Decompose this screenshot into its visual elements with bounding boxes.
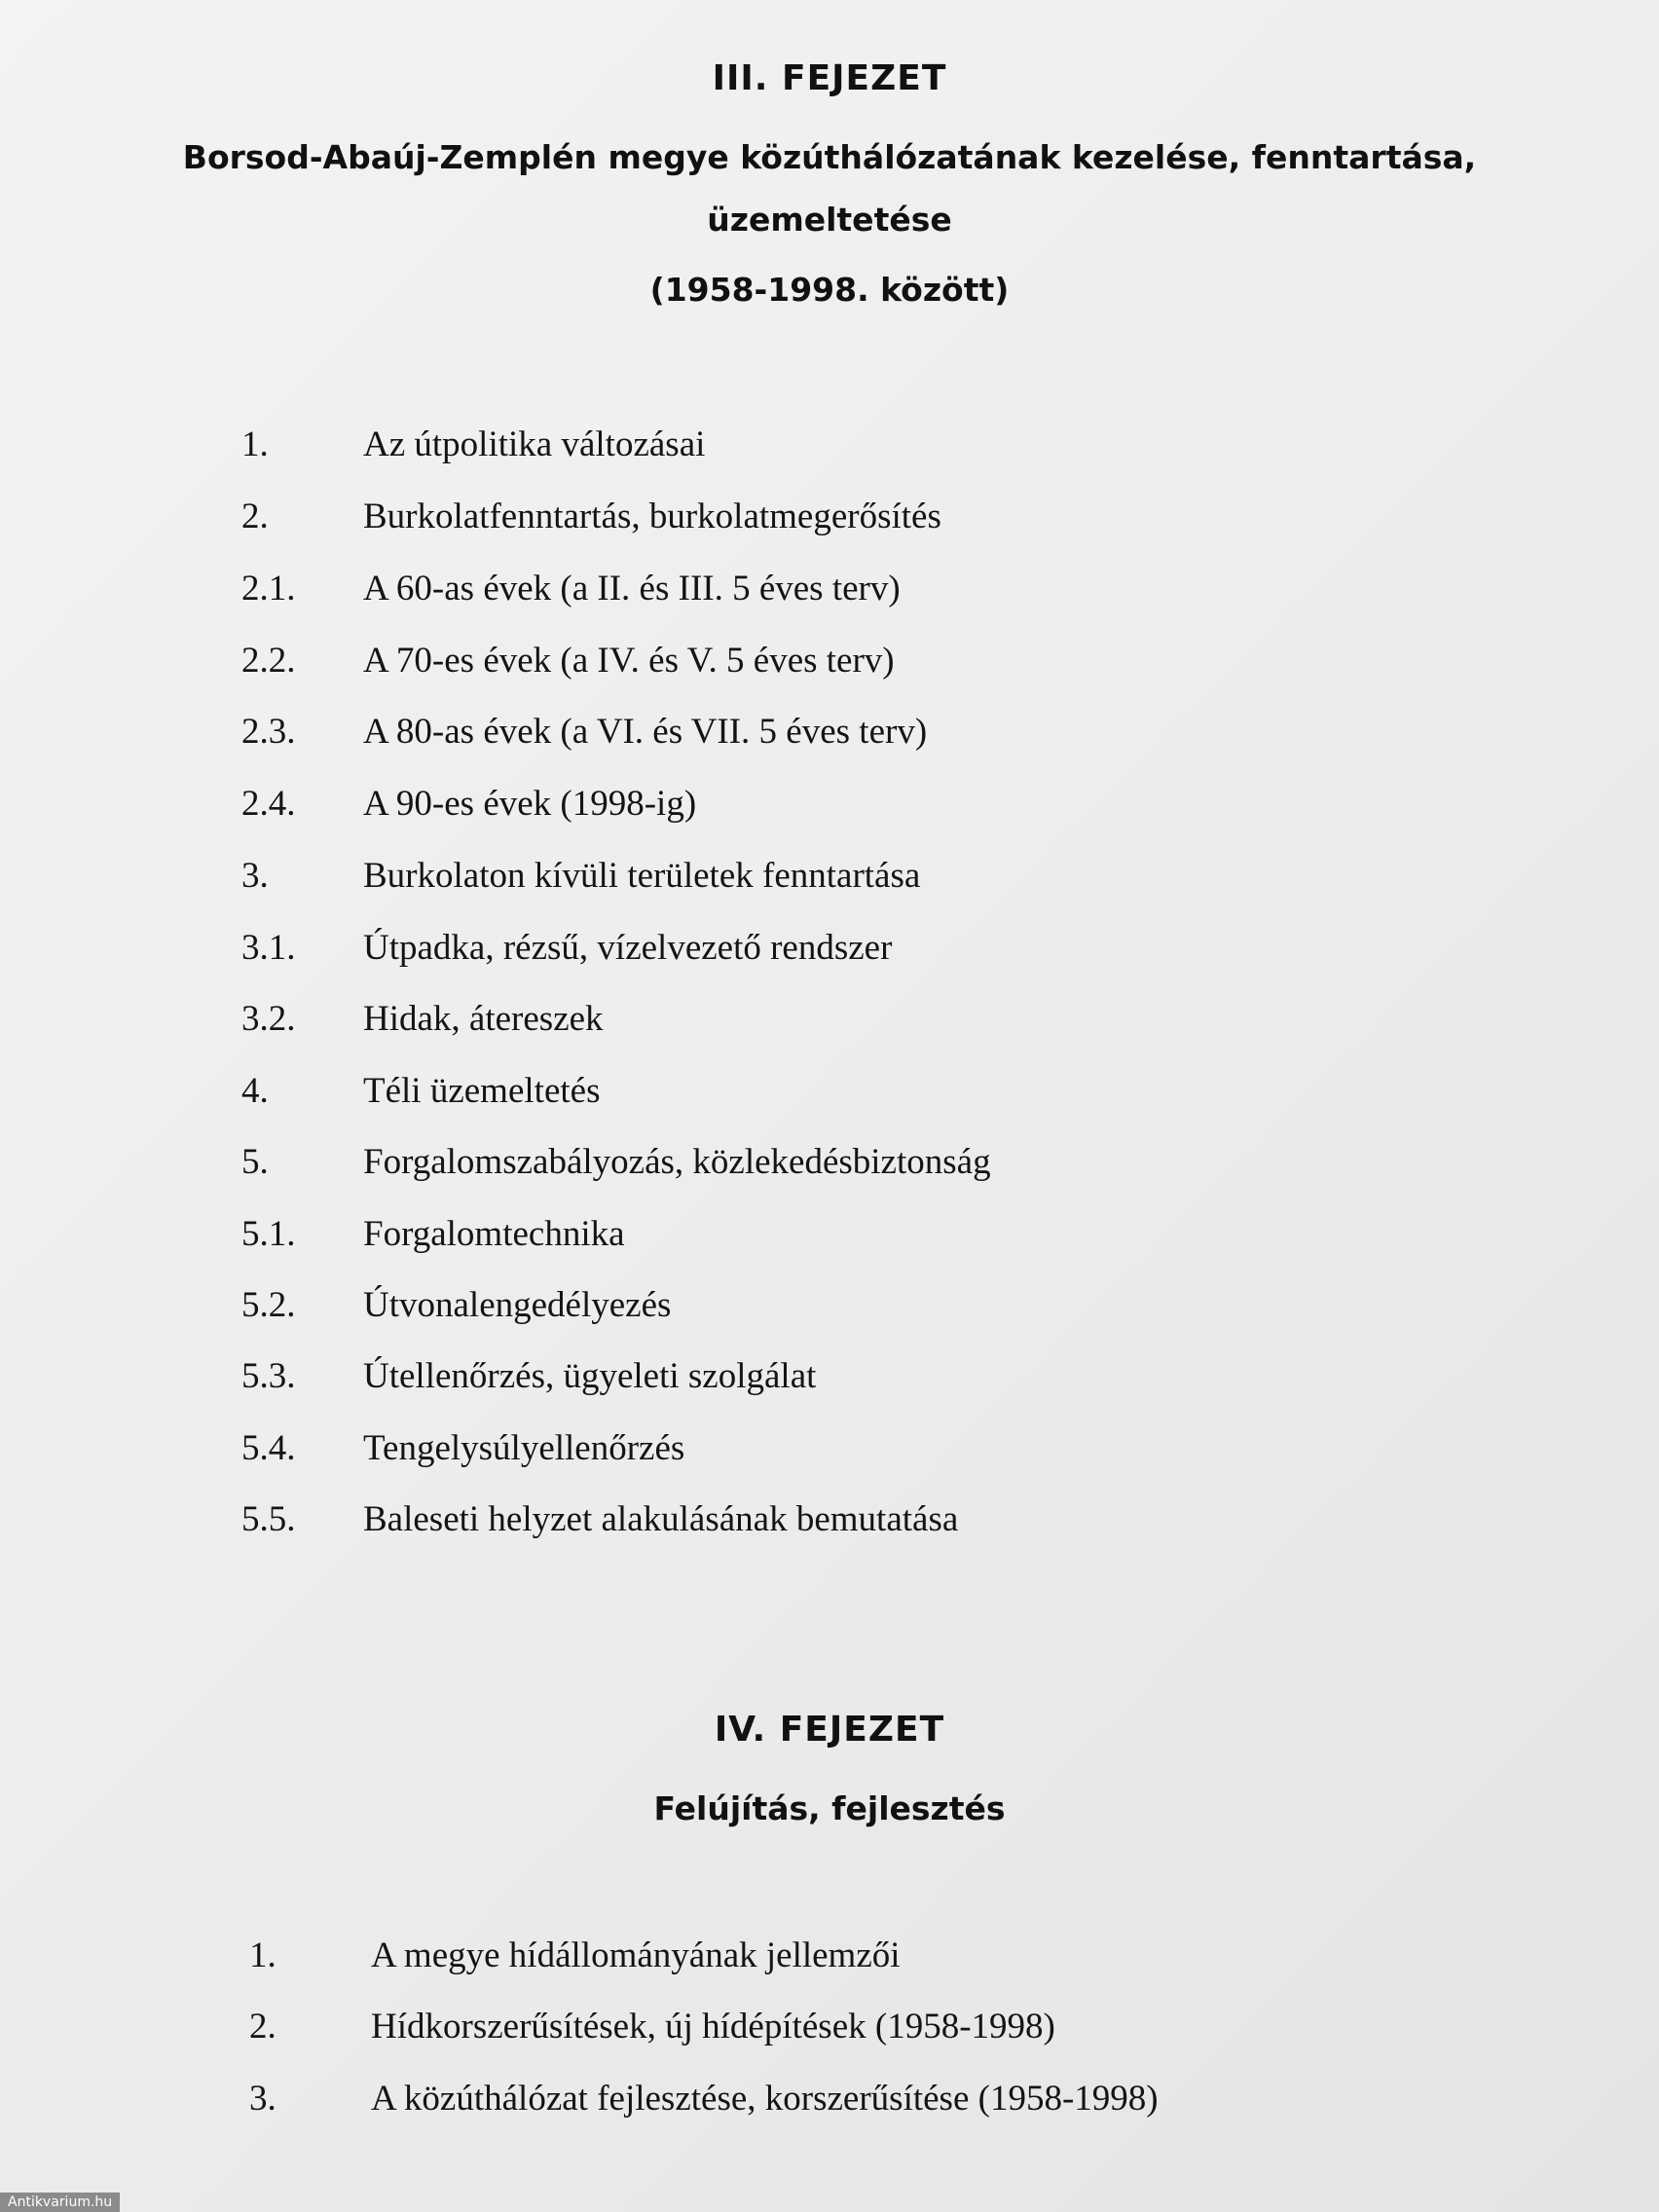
toc-item-label: Baleseti helyzet alakulásának bemutatása (363, 1499, 959, 1539)
toc-item-label: Hídkorszerűsítések, új hídépítések (1958-1998) (371, 2007, 1055, 2046)
toc-item-number: 2. (241, 497, 269, 536)
toc-item-label: Útvonalengedélyezés (363, 1285, 672, 1325)
chapter4-title: IV. FEJEZET (714, 1710, 945, 1750)
chapter4-subtitle: Felújítás, fejlesztés (653, 1789, 1006, 1827)
toc-item-number: 5.2. (241, 1285, 296, 1325)
toc-item-label: A megye hídállományának jellemzői (371, 1936, 901, 1975)
toc-item-number: 5.5. (241, 1499, 296, 1539)
toc-item-number: 3.1. (241, 928, 296, 968)
toc-item-label: A közúthálózat fejlesztése, korszerűsítése (1958-1998) (371, 2079, 1159, 2119)
toc-item-number: 5.4. (241, 1428, 296, 1468)
toc-item-number: 3.2. (241, 999, 296, 1039)
toc-item-number: 2.1. (241, 569, 296, 608)
toc-item-label: A 60-as évek (a II. és III. 5 éves terv) (363, 569, 901, 608)
toc-item-number: 3. (241, 856, 269, 896)
toc-item-label: Burkolatfenntartás, burkolatmegerősítés (363, 497, 941, 536)
toc-item-number: 5. (241, 1142, 269, 1182)
toc-item-label: Burkolaton kívüli területek fenntartása (363, 856, 921, 896)
toc-item-label: Útellenőrzés, ügyeleti szolgálat (363, 1356, 817, 1396)
toc-item-number: 5.1. (241, 1214, 296, 1254)
toc-item-number: 2. (249, 2007, 276, 2046)
toc-item-label: A 70-es évek (a IV. és V. 5 éves terv) (363, 641, 895, 681)
watermark: Antikvarium.hu (0, 2193, 120, 2212)
chapter3-subtitle-line3: (1958-1998. között) (649, 271, 1010, 309)
toc-item-label: Forgalomtechnika (363, 1214, 625, 1254)
toc-item-number: 3. (249, 2079, 276, 2119)
toc-item-number: 1. (241, 424, 269, 464)
toc-item-number: 4. (241, 1071, 269, 1111)
toc-item-number: 2.4. (241, 784, 296, 824)
toc-item-label: Tengelysúlyellenőrzés (363, 1428, 685, 1468)
toc-item-label: A 80-as évek (a VI. és VII. 5 éves terv) (363, 712, 928, 752)
chapter3-subtitle-line1: Borsod-Abaúj-Zemplén megye közúthálózatának kezelése, fenntartása, (182, 138, 1477, 176)
toc-item-label: Hidak, átereszek (363, 999, 604, 1039)
toc-item-number: 2.2. (241, 641, 296, 681)
toc-item-label: Az útpolitika változásai (363, 424, 706, 464)
toc-item-number: 2.3. (241, 712, 296, 752)
chapter3-subtitle-line2: üzemeltetése (707, 201, 952, 239)
toc-item-label: Téli üzemeltetés (363, 1071, 601, 1111)
toc-item-label: Útpadka, rézsű, vízelvezető rendszer (363, 928, 893, 968)
chapter3-title: III. FEJEZET (712, 58, 947, 98)
toc-item-number: 5.3. (241, 1356, 296, 1396)
toc-item-label: A 90-es évek (1998-ig) (363, 784, 697, 824)
toc-item-label: Forgalomszabályozás, közlekedésbiztonság (363, 1142, 991, 1182)
toc-item-number: 1. (249, 1936, 276, 1975)
